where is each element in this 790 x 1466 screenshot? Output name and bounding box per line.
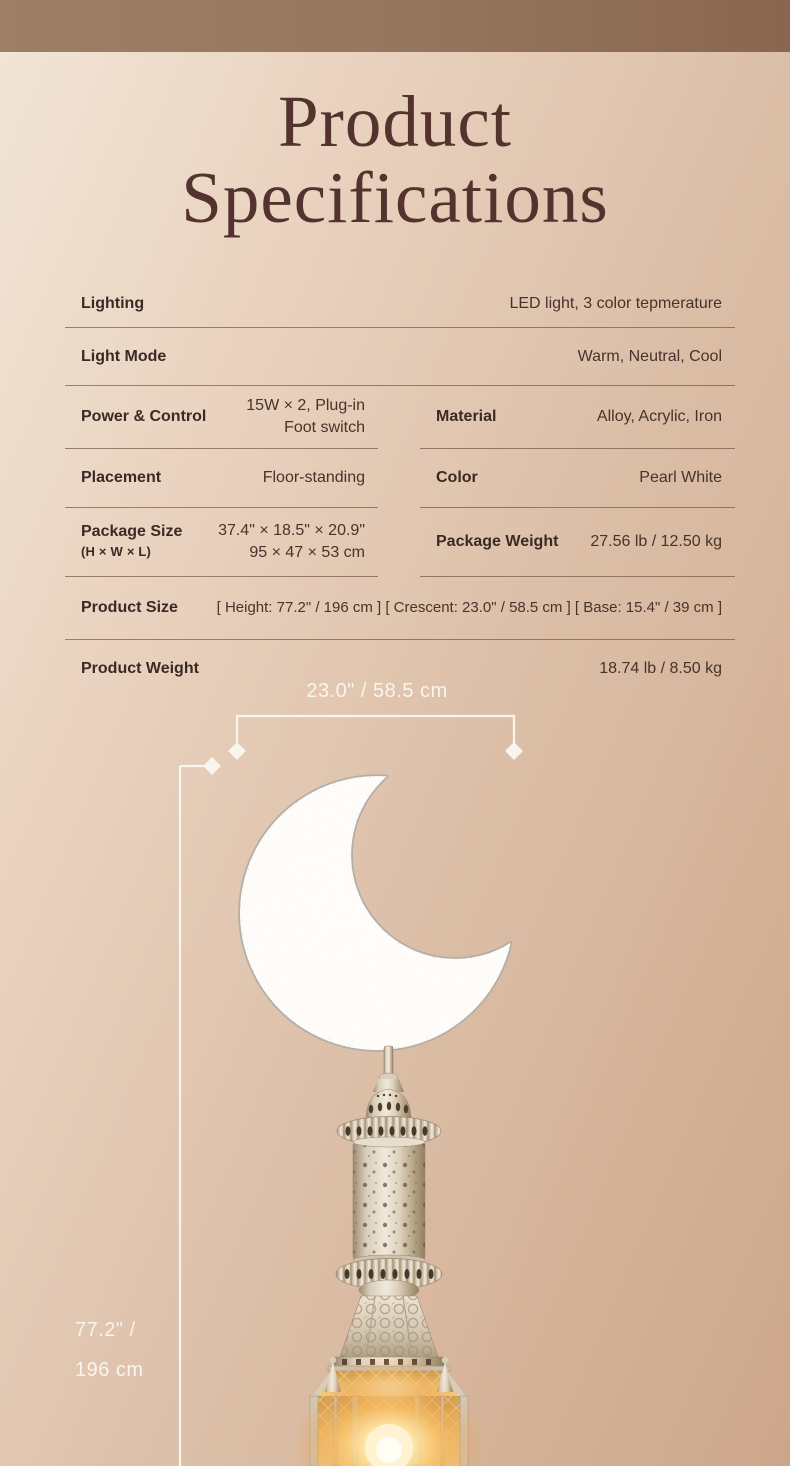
spec-value: [ Height: 77.2" / 196 cm ] [ Crescent: 23.0" / 58.5 cm ] [ Base: 15.4" / 39 cm ] (216, 599, 722, 616)
height-dimension-label-line2: 196 cm (75, 1359, 144, 1381)
lantern-body (294, 1355, 484, 1466)
spec-cell-material (420, 386, 735, 449)
dimension-diamond-marker (203, 757, 221, 775)
spec-label: Lighting (81, 295, 145, 312)
minaret-tower (336, 1046, 442, 1357)
spec-label: Power & Control (81, 408, 207, 425)
spec-label: Placement (81, 469, 162, 486)
spec-label: Product Size (81, 599, 178, 616)
spec-label (65, 522, 182, 562)
spec-value: Pearl White (639, 469, 722, 486)
spec-table (65, 281, 735, 698)
page-title-line1: Product (277, 81, 513, 162)
spec-cell-color (420, 449, 735, 508)
spec-value: 27.56 lb / 12.50 kg (590, 533, 722, 550)
spec-cell-package-size (65, 508, 378, 577)
dimension-diamond-marker (228, 742, 246, 760)
width-dimension-bracket (237, 716, 514, 746)
spec-cell-package-weight (420, 508, 735, 577)
dimension-diamond-marker (505, 742, 523, 760)
spec-label: Package Weight (436, 533, 559, 550)
spec-value: Floor-standing (262, 469, 365, 486)
spec-value: 18.74 lb / 8.50 kg (599, 660, 722, 677)
spec-row-light-mode (65, 328, 735, 386)
spec-value (218, 520, 378, 564)
spec-value-line: Foot switch (284, 419, 365, 436)
spec-row-product-size (65, 577, 735, 640)
spec-row-lighting (65, 281, 735, 328)
spec-value-line: 15W × 2, Plug-in (246, 397, 365, 414)
spec-label-subline: (H × W × L) (81, 544, 152, 559)
spec-value: LED light, 3 color tepmerature (509, 295, 722, 312)
spec-label: Color (436, 469, 478, 486)
crescent-moon (240, 776, 511, 1050)
height-dimension-label-line1: 77.2" / (75, 1319, 136, 1341)
page-title-line2: Specifications (181, 157, 609, 238)
spec-value: Alloy, Acrylic, Iron (596, 408, 722, 425)
spec-label-line: Package Size (81, 523, 183, 540)
spec-value (246, 395, 378, 439)
spec-value-line: 37.4" × 18.5" × 20.9" (218, 522, 365, 539)
width-dimension-label: 23.0" / 58.5 cm (306, 680, 448, 702)
spec-value: Warm, Neutral, Cool (577, 347, 722, 365)
height-dimension-line (180, 766, 204, 1466)
spec-value-line: 95 × 47 × 53 cm (249, 544, 365, 561)
spec-two-column-grid (65, 386, 735, 577)
spec-cell-power-control (65, 386, 378, 449)
spec-label: Material (436, 408, 497, 425)
spec-cell-placement (65, 449, 378, 508)
spec-label: Light Mode (81, 347, 167, 365)
height-dimension-label (75, 1310, 144, 1390)
spec-label: Product Weight (81, 660, 199, 677)
